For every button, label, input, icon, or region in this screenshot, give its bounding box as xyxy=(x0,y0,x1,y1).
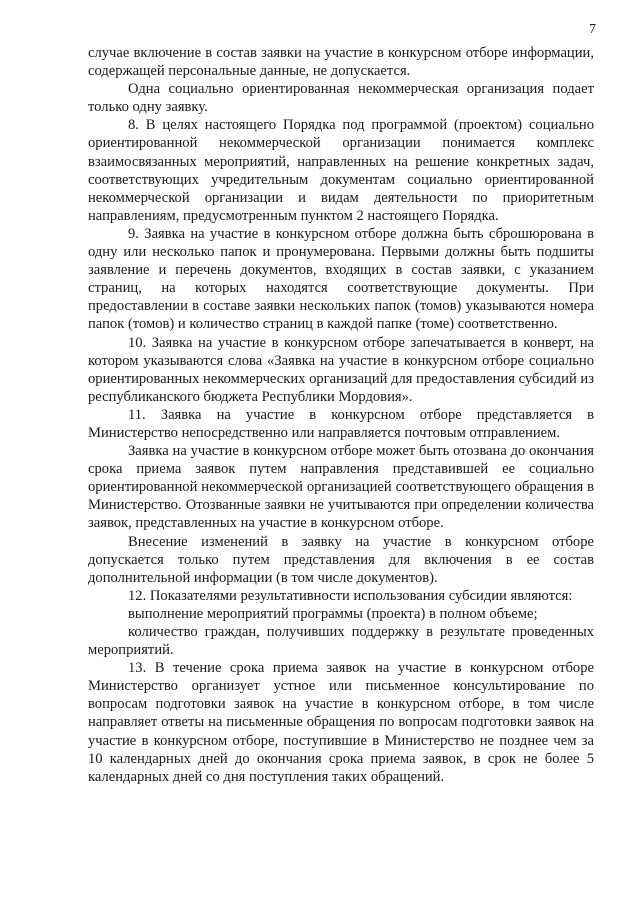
paragraph: 8. В целях настоящего Порядка под программой (проектом) социально ориентированной некоммерческой организации понимается комплекс взаимосвязанных мероприятий, направленных на решение конкретных задач, соответствующих учредительным документам социально ориентированной некоммерческой организации и видам деятельности по приоритетным направлениям, предусмотренным пунктом 2 настоящего Порядка. xyxy=(88,117,594,224)
paragraph: случае включение в состав заявки на участие в конкурсном отборе информации, содержащей персональные данные, не допускается. xyxy=(88,45,594,80)
paragraph: 13. В течение срока приема заявок на участие в конкурсном отборе Министерство организует устное или письменное консультирование по вопросам подготовки заявок на участие в конкурсном отборе, в том числе направляет ответы на письменные обращения по вопросам подготовки заявок на участие в конкурсном отборе, поступившие в Министерство не позднее чем за 10 календарных дней до окончания срока приема заявок, в срок не более 5 календарных дней со дня поступления таких обращений. xyxy=(88,660,594,785)
paragraph: 11. Заявка на участие в конкурсном отборе представляется в Министерство непосредственно или направляется почтовым отправлением. xyxy=(88,406,594,441)
page-number: 7 xyxy=(589,22,596,37)
paragraph: Внесение изменений в заявку на участие в конкурсном отборе допускается только путем представления для включения в ее состав дополнительной информации (в том числе документов). xyxy=(88,533,594,586)
paragraph: 9. Заявка на участие в конкурсном отборе должна быть сброшюрована в одну или несколько папок и пронумерована. Первыми должны быть подшиты заявление и перечень документов, входящих в состав заявки, с указанием страниц, на которых находятся соответствующие документы. При предоставлении в составе заявки нескольких папок (томов) указываются номера папок (томов) и количество страниц в каждой папке (томе) соответственно. xyxy=(88,225,594,333)
paragraph: количество граждан, получивших поддержку в результате проведенных мероприятий. xyxy=(88,624,594,659)
paragraph: Заявка на участие в конкурсном отборе может быть отозвана до окончания срока приема заявок путем направления представившей ее социально ориентированной некоммерческой организацией соответствующего обращения в Министерство. Отозванные заявки не учитываются при определении количества заявок, представленных на участие в конкурсном отборе. xyxy=(88,443,594,532)
paragraph: 10. Заявка на участие в конкурсном отборе запечатывается в конверт, на котором указываются слова «Заявка на участие в конкурсном отборе социально ориентированных некоммерческих организаций для предоставления субсидий из республиканского бюджета Республики Мордовия». xyxy=(88,334,594,405)
document-body xyxy=(88,44,594,786)
paragraph: Одна социально ориентированная некоммерческая организация подает только одну заявку. xyxy=(88,81,594,116)
paragraph: 12. Показателями результативности использования субсидии являются: xyxy=(128,587,573,604)
paragraph: выполнение мероприятий программы (проекта) в полном объеме; xyxy=(128,605,538,622)
